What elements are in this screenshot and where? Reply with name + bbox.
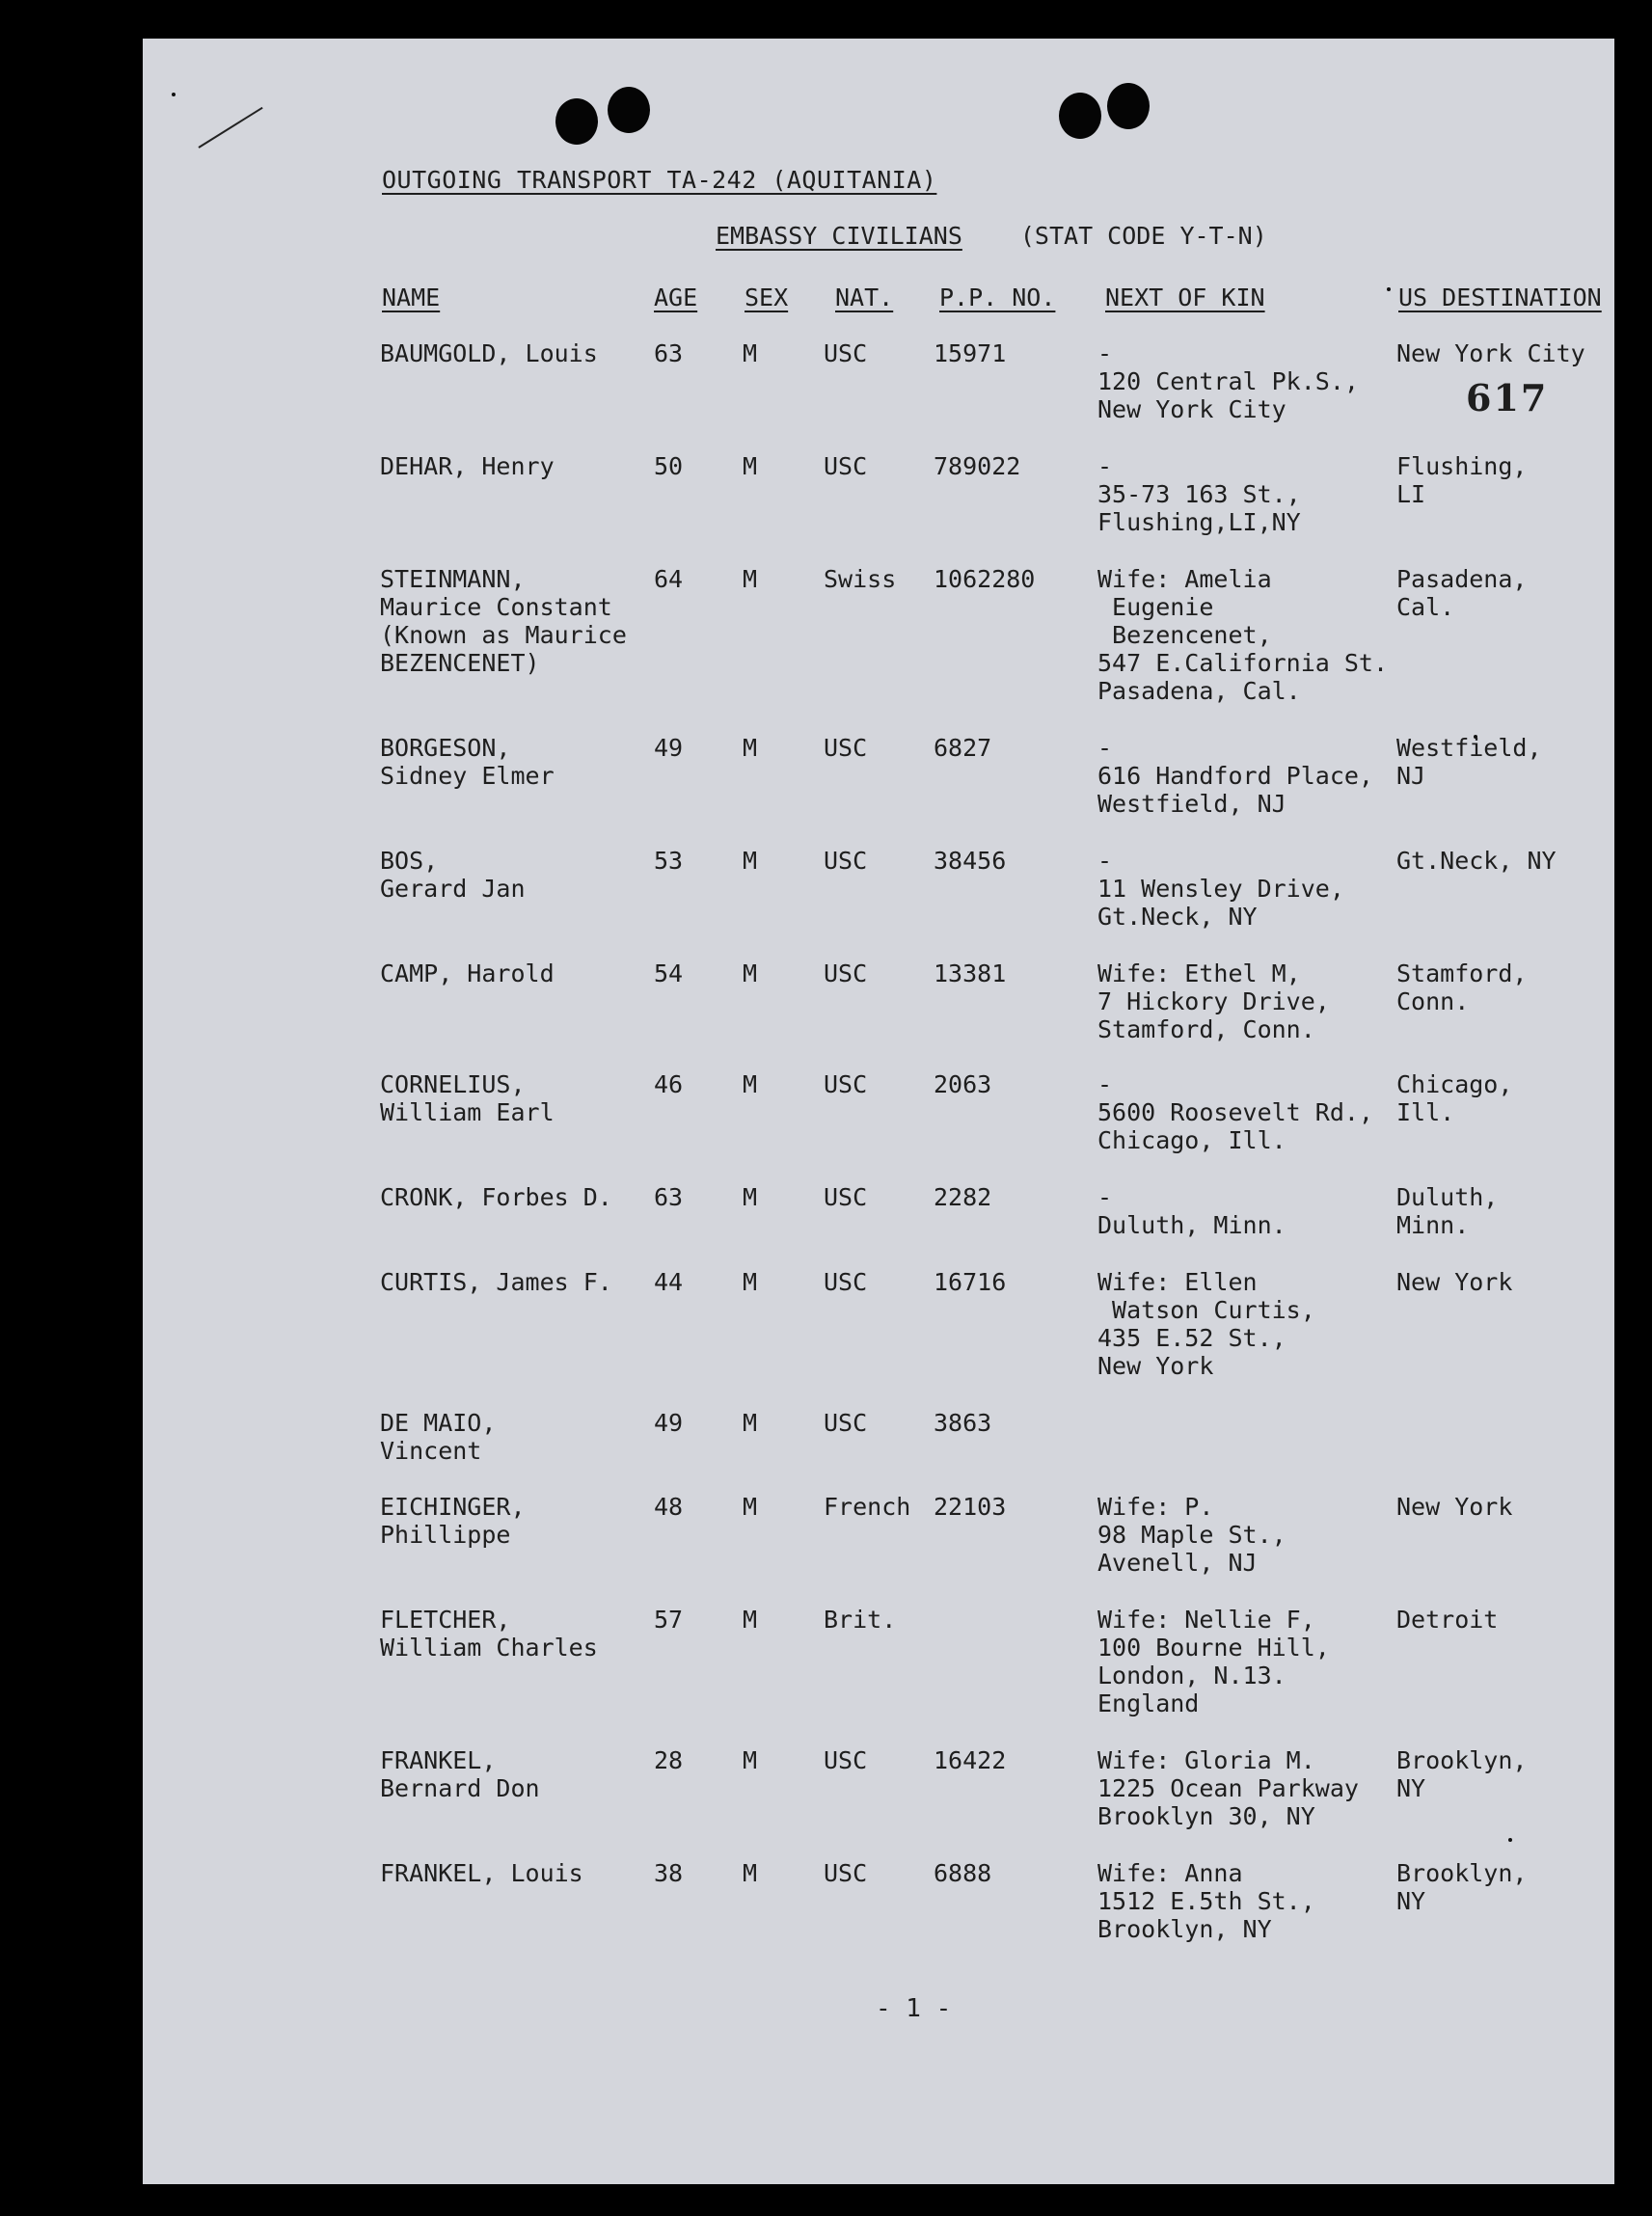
us-destination: Detroit — [1396, 1606, 1499, 1634]
passport-number: 38456 — [934, 847, 1007, 875]
next-of-kin: Wife: Amelia Eugenie Bezencenet, 547 E.California St. Pasadena, Cal. — [1097, 565, 1389, 705]
passport-number: 22103 — [934, 1493, 1007, 1521]
us-destination: Gt.Neck, NY — [1396, 847, 1557, 875]
passenger-nationality: Brit. — [824, 1606, 897, 1634]
column-header-dest: US DESTINATION — [1398, 284, 1602, 311]
stat-code: (STAT CODE Y-T-N) — [1019, 222, 1267, 250]
passenger-sex: M — [743, 959, 758, 987]
us-destination: Stamford, Conn. — [1396, 959, 1528, 1015]
passenger-name: FRANKEL, Louis — [380, 1859, 583, 1887]
passport-number: 6827 — [934, 734, 992, 762]
passenger-age: 48 — [654, 1493, 684, 1521]
us-destination: Chicago, Ill. — [1396, 1070, 1513, 1126]
passenger-age: 44 — [654, 1268, 684, 1296]
passenger-nationality: USC — [824, 1859, 868, 1887]
passenger-sex: M — [743, 1746, 758, 1774]
passport-number: 16716 — [934, 1268, 1007, 1296]
passport-number: 789022 — [934, 452, 1021, 480]
next-of-kin: Wife: Gloria M. 1225 Ocean Parkway Brooklyn 30, NY — [1097, 1746, 1359, 1830]
passenger-nationality: USC — [824, 1183, 868, 1211]
passenger-name: BOS, Gerard Jan — [380, 847, 526, 903]
page-number: - 1 - — [876, 1994, 952, 2023]
passenger-nationality: USC — [824, 734, 868, 762]
passenger-age: 28 — [654, 1746, 684, 1774]
column-header-nat: NAT. — [835, 284, 894, 311]
passenger-age: 49 — [654, 734, 684, 762]
next-of-kin: - 11 Wensley Drive, Gt.Neck, NY — [1097, 847, 1344, 931]
passport-number: 2282 — [934, 1183, 992, 1211]
passenger-age: 50 — [654, 452, 684, 480]
punch-hole-4 — [1107, 83, 1150, 129]
passenger-sex: M — [743, 1606, 758, 1634]
column-header-kin: NEXT OF KIN — [1105, 284, 1265, 311]
next-of-kin: - 5600 Roosevelt Rd., Chicago, Ill. — [1097, 1070, 1373, 1154]
passenger-name: FRANKEL, Bernard Don — [380, 1746, 540, 1802]
us-destination: Brooklyn, NY — [1396, 1859, 1528, 1915]
punch-hole-2 — [608, 87, 650, 133]
passport-number: 15971 — [934, 339, 1007, 367]
next-of-kin: Wife: Nellie F, 100 Bourne Hill, London, N.13. England — [1097, 1606, 1330, 1717]
us-destination: New York — [1396, 1493, 1513, 1521]
passenger-nationality: USC — [824, 1070, 868, 1098]
next-of-kin: - 616 Handford Place, Westfield, NJ — [1097, 734, 1373, 818]
passport-number: 16422 — [934, 1746, 1007, 1774]
passenger-name: CAMP, Harold — [380, 959, 555, 987]
us-destination: Pasadena, Cal. — [1396, 565, 1528, 621]
next-of-kin: Wife: Ethel M, 7 Hickory Drive, Stamford, Conn. — [1097, 959, 1330, 1043]
next-of-kin: Wife: Ellen Watson Curtis, 435 E.52 St., New York — [1097, 1268, 1315, 1380]
column-header-age: AGE — [654, 284, 698, 311]
passport-number: 6888 — [934, 1859, 992, 1887]
passenger-sex: M — [743, 452, 758, 480]
passenger-sex: M — [743, 734, 758, 762]
us-destination: Brooklyn, NY — [1396, 1746, 1528, 1802]
passenger-sex: M — [743, 1859, 758, 1887]
document-title: OUTGOING TRANSPORT TA-242 (AQUITANIA) — [382, 166, 937, 194]
scratch-mark — [198, 107, 262, 149]
passenger-age: 53 — [654, 847, 684, 875]
passenger-age: 46 — [654, 1070, 684, 1098]
passport-number: 2063 — [934, 1070, 992, 1098]
us-destination: Flushing, LI — [1396, 452, 1528, 508]
passenger-nationality: USC — [824, 959, 868, 987]
next-of-kin: - 35-73 163 St., Flushing,LI,NY — [1097, 452, 1301, 536]
passenger-name: CRONK, Forbes D. — [380, 1183, 612, 1211]
section-heading: EMBASSY CIVILIANS — [716, 222, 962, 250]
passenger-name: BAUMGOLD, Louis — [380, 339, 598, 367]
column-header-pp: P.P. NO. — [939, 284, 1056, 311]
document-subtitle — [716, 222, 1267, 250]
stamp-number: 617 — [1466, 376, 1549, 419]
punch-hole-3 — [1059, 93, 1101, 139]
passenger-name: FLETCHER, William Charles — [380, 1606, 598, 1662]
passenger-sex: M — [743, 847, 758, 875]
passport-number: 3863 — [934, 1409, 992, 1437]
passenger-name: DE MAIO, Vincent — [380, 1409, 497, 1465]
next-of-kin: - 120 Central Pk.S., New York City — [1097, 339, 1359, 423]
us-destination: Duluth, Minn. — [1396, 1183, 1499, 1239]
passenger-age: 63 — [654, 1183, 684, 1211]
passenger-name: CURTIS, James F. — [380, 1268, 612, 1296]
passenger-sex: M — [743, 1493, 758, 1521]
passenger-name: EICHINGER, Phillippe — [380, 1493, 526, 1549]
next-of-kin: Wife: Anna 1512 E.5th St., Brooklyn, NY — [1097, 1859, 1315, 1943]
passenger-sex: M — [743, 1409, 758, 1437]
passenger-name: DEHAR, Henry — [380, 452, 555, 480]
speck — [1387, 287, 1391, 291]
passenger-nationality: USC — [824, 339, 868, 367]
document-page — [143, 39, 1614, 2184]
passenger-sex: M — [743, 339, 758, 367]
passenger-name: STEINMANN, Maurice Constant (Known as Maurice BEZENCENET) — [380, 565, 627, 677]
passenger-sex: M — [743, 1070, 758, 1098]
passenger-nationality: USC — [824, 1268, 868, 1296]
next-of-kin: - Duluth, Minn. — [1097, 1183, 1286, 1239]
passenger-nationality: French — [824, 1493, 911, 1521]
passenger-nationality: Swiss — [824, 565, 897, 593]
column-header-name: NAME — [382, 284, 441, 311]
passenger-age: 63 — [654, 339, 684, 367]
passenger-age: 38 — [654, 1859, 684, 1887]
passenger-nationality: USC — [824, 847, 868, 875]
passenger-name: CORNELIUS, William Earl — [380, 1070, 555, 1126]
speck — [172, 93, 176, 96]
us-destination: Westfield, NJ — [1396, 734, 1542, 790]
passenger-sex: M — [743, 1268, 758, 1296]
passenger-name: BORGESON, Sidney Elmer — [380, 734, 555, 790]
punch-hole-1 — [555, 98, 598, 145]
speck — [1508, 1838, 1512, 1842]
passenger-nationality: USC — [824, 452, 868, 480]
passenger-age: 54 — [654, 959, 684, 987]
column-header-sex: SEX — [745, 284, 789, 311]
next-of-kin: Wife: P. 98 Maple St., Avenell, NJ — [1097, 1493, 1286, 1577]
passenger-sex: M — [743, 565, 758, 593]
passenger-age: 64 — [654, 565, 684, 593]
passenger-nationality: USC — [824, 1409, 868, 1437]
passenger-nationality: USC — [824, 1746, 868, 1774]
us-destination: New York — [1396, 1268, 1513, 1296]
us-destination: New York City — [1396, 339, 1585, 367]
passport-number: 13381 — [934, 959, 1007, 987]
passenger-age: 57 — [654, 1606, 684, 1634]
passenger-sex: M — [743, 1183, 758, 1211]
passenger-age: 49 — [654, 1409, 684, 1437]
passport-number: 1062280 — [934, 565, 1036, 593]
